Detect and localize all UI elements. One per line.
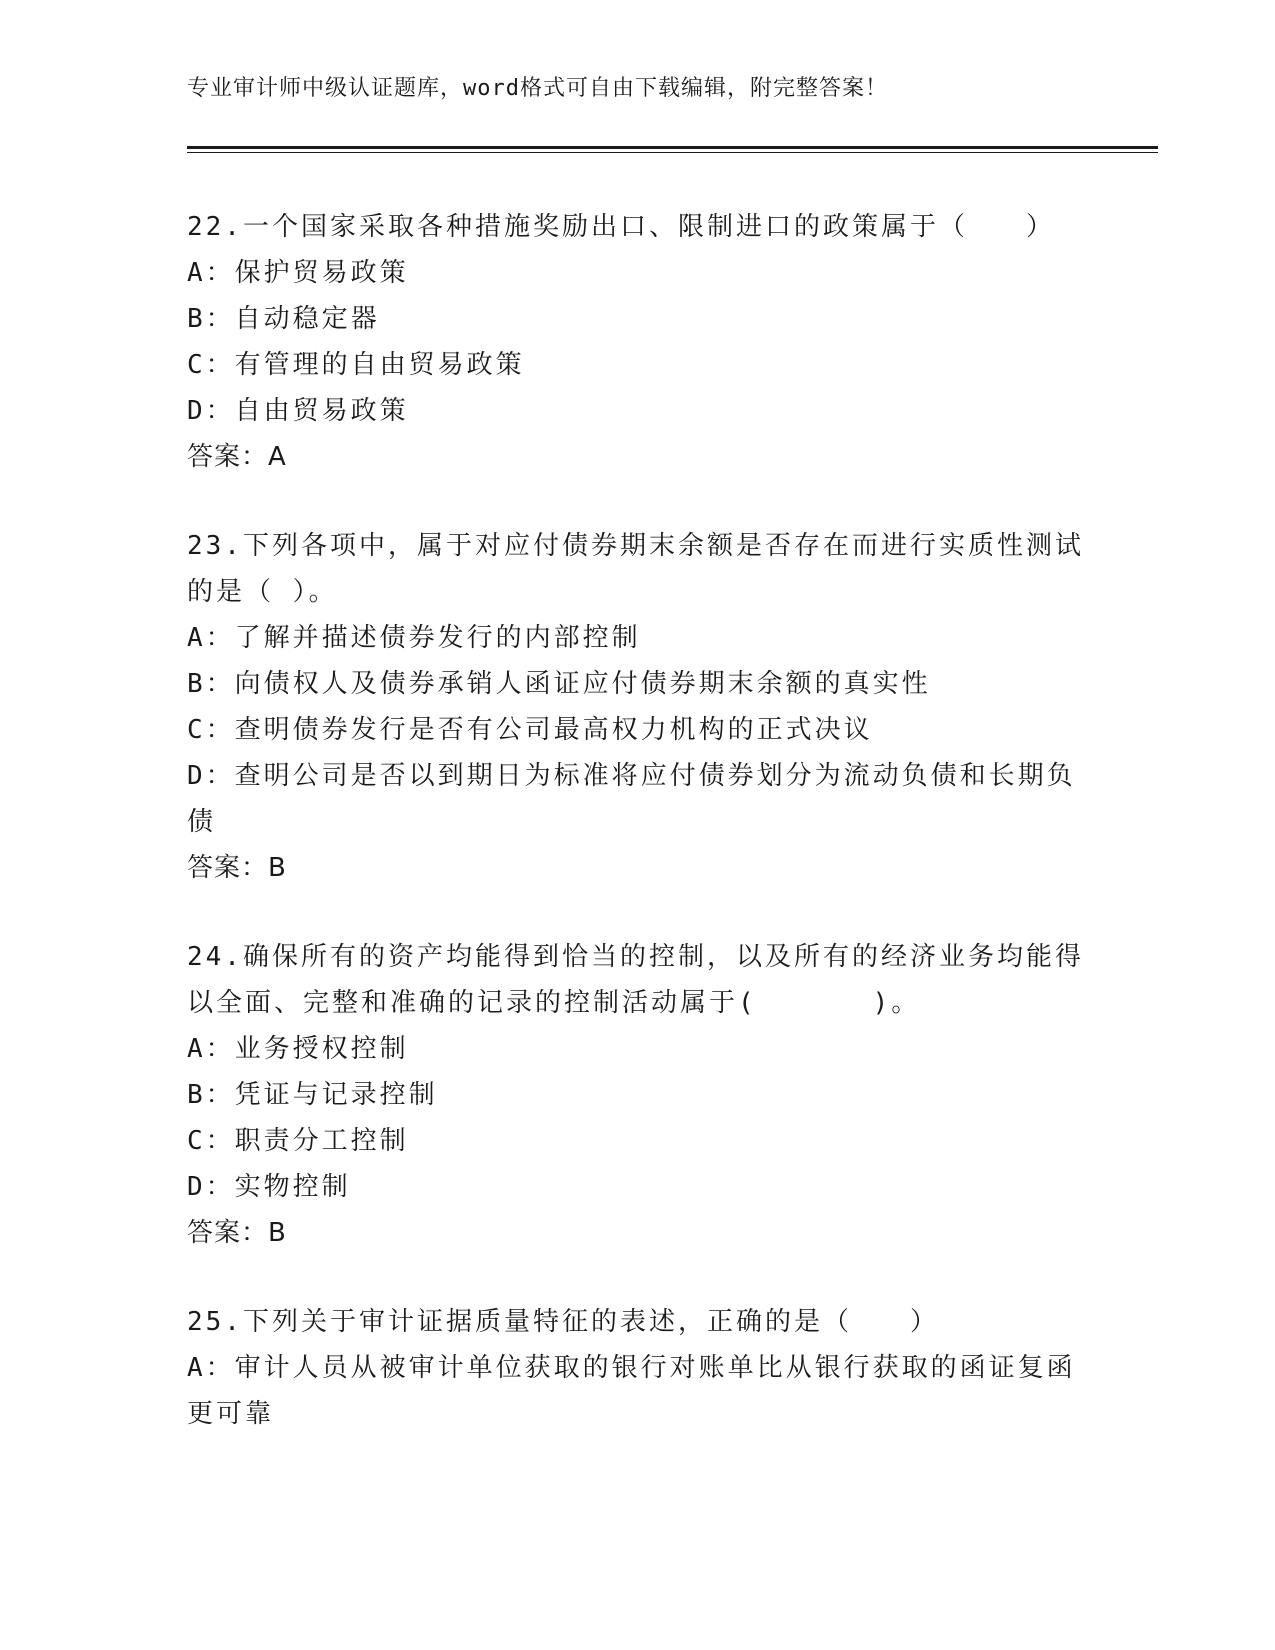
question-24 — [187, 934, 1087, 1256]
question-stem: 23.下列各项中，属于对应付债券期末余额是否存在而进行实质性测试的是（ ）。 — [187, 531, 1084, 607]
option-a: A：了解并描述债券发行的内部控制 — [187, 623, 641, 653]
option-d: D：实物控制 — [187, 1172, 351, 1202]
option-b: B：向债权人及债券承销人函证应付债券期末余额的真实性 — [187, 669, 931, 699]
question-25 — [187, 1299, 1087, 1437]
option-c: C：职责分工控制 — [187, 1126, 409, 1156]
question-22 — [187, 204, 1087, 480]
option-d: D：查明公司是否以到期日为标准将应付债券划分为流动负债和长期负债 — [187, 761, 1076, 837]
question-23 — [187, 523, 1087, 891]
question-stem: 22.一个国家采取各种措施奖励出口、限制进口的政策属于（ ） — [187, 212, 1055, 242]
answer-label: 答案：B — [187, 853, 287, 883]
answer-label: 答案：B — [187, 1218, 287, 1248]
document-header: 专业审计师中级认证题库，word格式可自由下载编辑，附完整答案！ — [187, 76, 888, 101]
option-b: B：凭证与记录控制 — [187, 1080, 438, 1110]
question-stem: 24.确保所有的资产均能得到恰当的控制，以及所有的经济业务均能得以全面、完整和准确的记录的控制活动属于( )。 — [187, 942, 1084, 1018]
option-d: D：自由贸易政策 — [187, 396, 409, 426]
header-divider — [187, 146, 1158, 153]
option-a: A：审计人员从被审计单位获取的银行对账单比从银行获取的函证复函更可靠 — [187, 1353, 1076, 1429]
option-c: C：有管理的自由贸易政策 — [187, 350, 525, 380]
option-a: A：业务授权控制 — [187, 1034, 409, 1064]
question-list — [187, 204, 1087, 1480]
question-stem: 25.下列关于审计证据质量特征的表述，正确的是（ ） — [187, 1307, 939, 1337]
answer-label: 答案：A — [187, 442, 287, 472]
option-c: C：查明债券发行是否有公司最高权力机构的正式决议 — [187, 715, 873, 745]
option-b: B：自动稳定器 — [187, 304, 380, 334]
option-a: A：保护贸易政策 — [187, 258, 409, 288]
